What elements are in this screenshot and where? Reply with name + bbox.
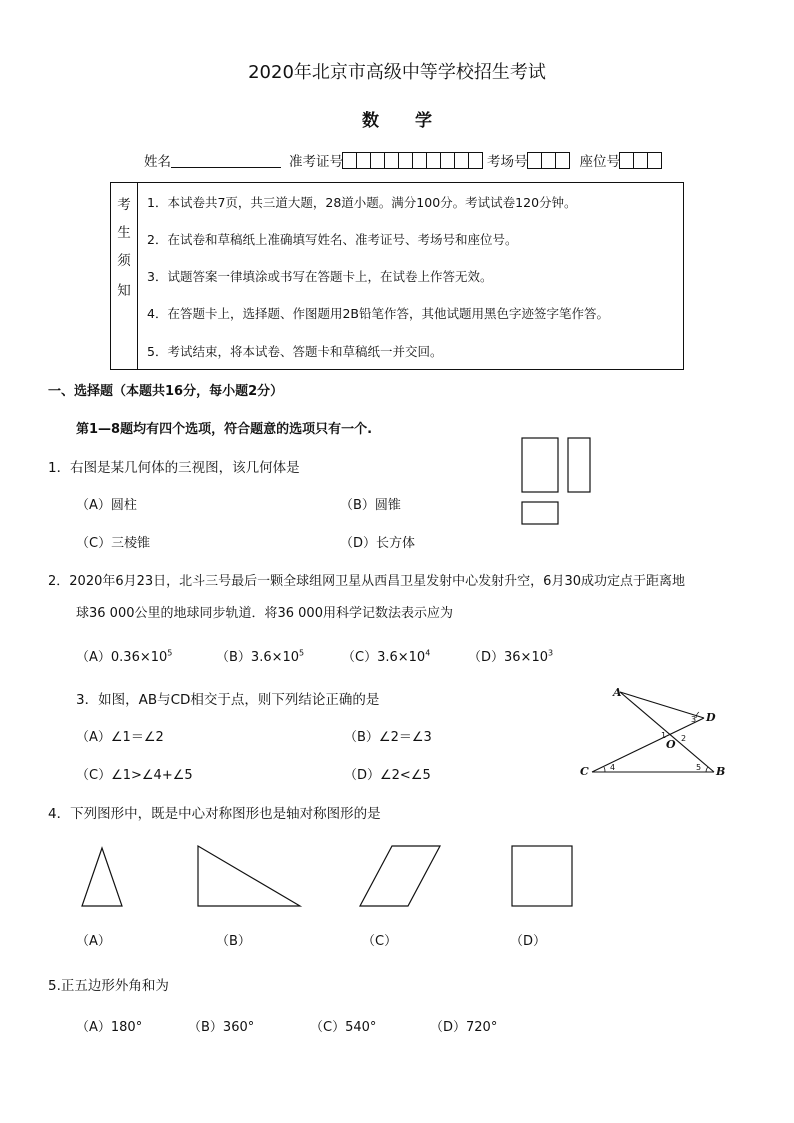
q1-option-b[interactable]: （B）圆锥 xyxy=(340,498,401,513)
name-field[interactable] xyxy=(171,153,281,168)
q5-option-c[interactable]: （C）540° xyxy=(310,1020,377,1035)
q3-option-c[interactable]: （C）∠1>∠4+∠5 xyxy=(76,768,193,783)
top-view-rect xyxy=(522,502,558,524)
three-view-figure xyxy=(518,434,598,528)
question-5-stem: 5.正五边形外角和为 xyxy=(48,978,169,994)
q1-option-d[interactable]: （D）长方体 xyxy=(340,536,416,551)
isosceles-triangle-shape xyxy=(82,848,122,906)
section-instruction: 第1—8题均有四个选项，符合题意的选项只有一个. xyxy=(76,422,373,437)
q2-option-a[interactable]: $(A)0.36\times 10^5$ xyxy=(76,648,173,665)
q4-option-c[interactable]: （C） xyxy=(362,934,398,949)
question-4-stem: 4．下列图形中，既是中心对称图形也是轴对称图形的是 xyxy=(48,806,381,822)
notice-heading: 考 生 须 知 xyxy=(111,183,138,369)
q5-option-a[interactable]: （A）180° xyxy=(76,1020,143,1035)
notice-item: 1．本试卷共7页，共三道大题，28道小题。满分100分。考试试卷120分钟。 xyxy=(147,195,577,210)
section-heading: 一、选择题（本题共16分，每小题2分） xyxy=(48,384,284,399)
exam-title: 2020年北京市高级中等学校招生考试 xyxy=(248,62,546,83)
exam-id-label: 准考证号 xyxy=(289,154,343,170)
question-2-stem-line1: 2．2020年6月23日，北斗三号最后一颗全球组网卫星从西昌卫星发射中心发射升空，6月30成功定点于距离地 xyxy=(48,574,685,589)
seat-label: 座位号 xyxy=(579,154,620,170)
right-triangle-shape xyxy=(198,846,300,906)
q4-shapes xyxy=(70,840,590,912)
angle-4-label: 4 xyxy=(610,763,616,772)
intersecting-lines-figure xyxy=(578,684,734,784)
q1-option-a[interactable]: （A）圆柱 xyxy=(76,498,137,513)
q1-option-c[interactable]: （C）三棱锥 xyxy=(76,536,151,551)
front-view-rect xyxy=(522,438,558,492)
q5-option-b[interactable]: （B）360° xyxy=(188,1020,255,1035)
candidate-notice-box xyxy=(110,182,684,370)
room-boxes[interactable] xyxy=(528,152,570,169)
q2-option-d[interactable]: $(D)36\times 10^3$ xyxy=(468,648,554,665)
point-a-label: A xyxy=(613,686,622,699)
side-view-rect xyxy=(568,438,590,492)
q3-option-d[interactable]: （D）∠2<∠5 xyxy=(344,768,431,783)
point-d-label: D xyxy=(706,711,716,724)
angle-3-label: 3 xyxy=(691,715,697,724)
q2-option-c[interactable]: $(C)3.6\times 10^4$ xyxy=(342,648,431,665)
q4-option-a[interactable]: （A） xyxy=(76,934,111,949)
room-label: 考场号 xyxy=(487,154,528,170)
q3-option-a[interactable]: （A）∠1＝∠2 xyxy=(76,730,164,745)
angle-2-label: 2 xyxy=(681,734,687,743)
subject-title: 数学 xyxy=(362,111,468,131)
parallelogram-shape xyxy=(360,846,440,906)
notice-item: 3．试题答案一律填涂或书写在答题卡上，在试卷上作答无效。 xyxy=(147,269,493,284)
angle-1-label: 1 xyxy=(661,731,667,740)
q5-option-d[interactable]: （D）720° xyxy=(430,1020,498,1035)
point-o-label: O xyxy=(666,738,676,751)
q3-option-b[interactable]: （B）∠2＝∠3 xyxy=(344,730,432,745)
exam-id-boxes[interactable] xyxy=(343,152,483,169)
angle-5-label: 5 xyxy=(696,763,702,772)
seat-boxes[interactable] xyxy=(620,152,662,169)
q4-option-d[interactable]: （D） xyxy=(510,934,547,949)
notice-item: 5．考试结束，将本试卷、答题卡和草稿纸一并交回。 xyxy=(147,344,443,359)
square-shape xyxy=(512,846,572,906)
question-1-stem: 1．右图是某几何体的三视图，该几何体是 xyxy=(48,460,300,476)
candidate-info-line xyxy=(144,150,666,170)
point-b-label: B xyxy=(716,765,726,778)
notice-item: 4．在答题卡上，选择题、作图题用2B铅笔作答，其他试题用黑色字迹签字笔作答。 xyxy=(147,306,609,321)
question-3-stem: 3．如图，AB与CD相交于点，则下列结论正确的是 xyxy=(76,692,380,708)
name-label: 姓名 xyxy=(144,154,171,170)
q4-option-b[interactable]: （B） xyxy=(216,934,251,949)
point-c-label: C xyxy=(580,765,589,778)
question-2-stem-line2: 球36 000公里的地球同步轨道．将36 000用科学记数法表示应为 xyxy=(76,606,453,621)
notice-item: 2．在试卷和草稿纸上准确填写姓名、准考证号、考场号和座位号。 xyxy=(147,232,518,247)
q2-option-b[interactable]: $(B)3.6\times 10^5$ xyxy=(216,648,305,665)
